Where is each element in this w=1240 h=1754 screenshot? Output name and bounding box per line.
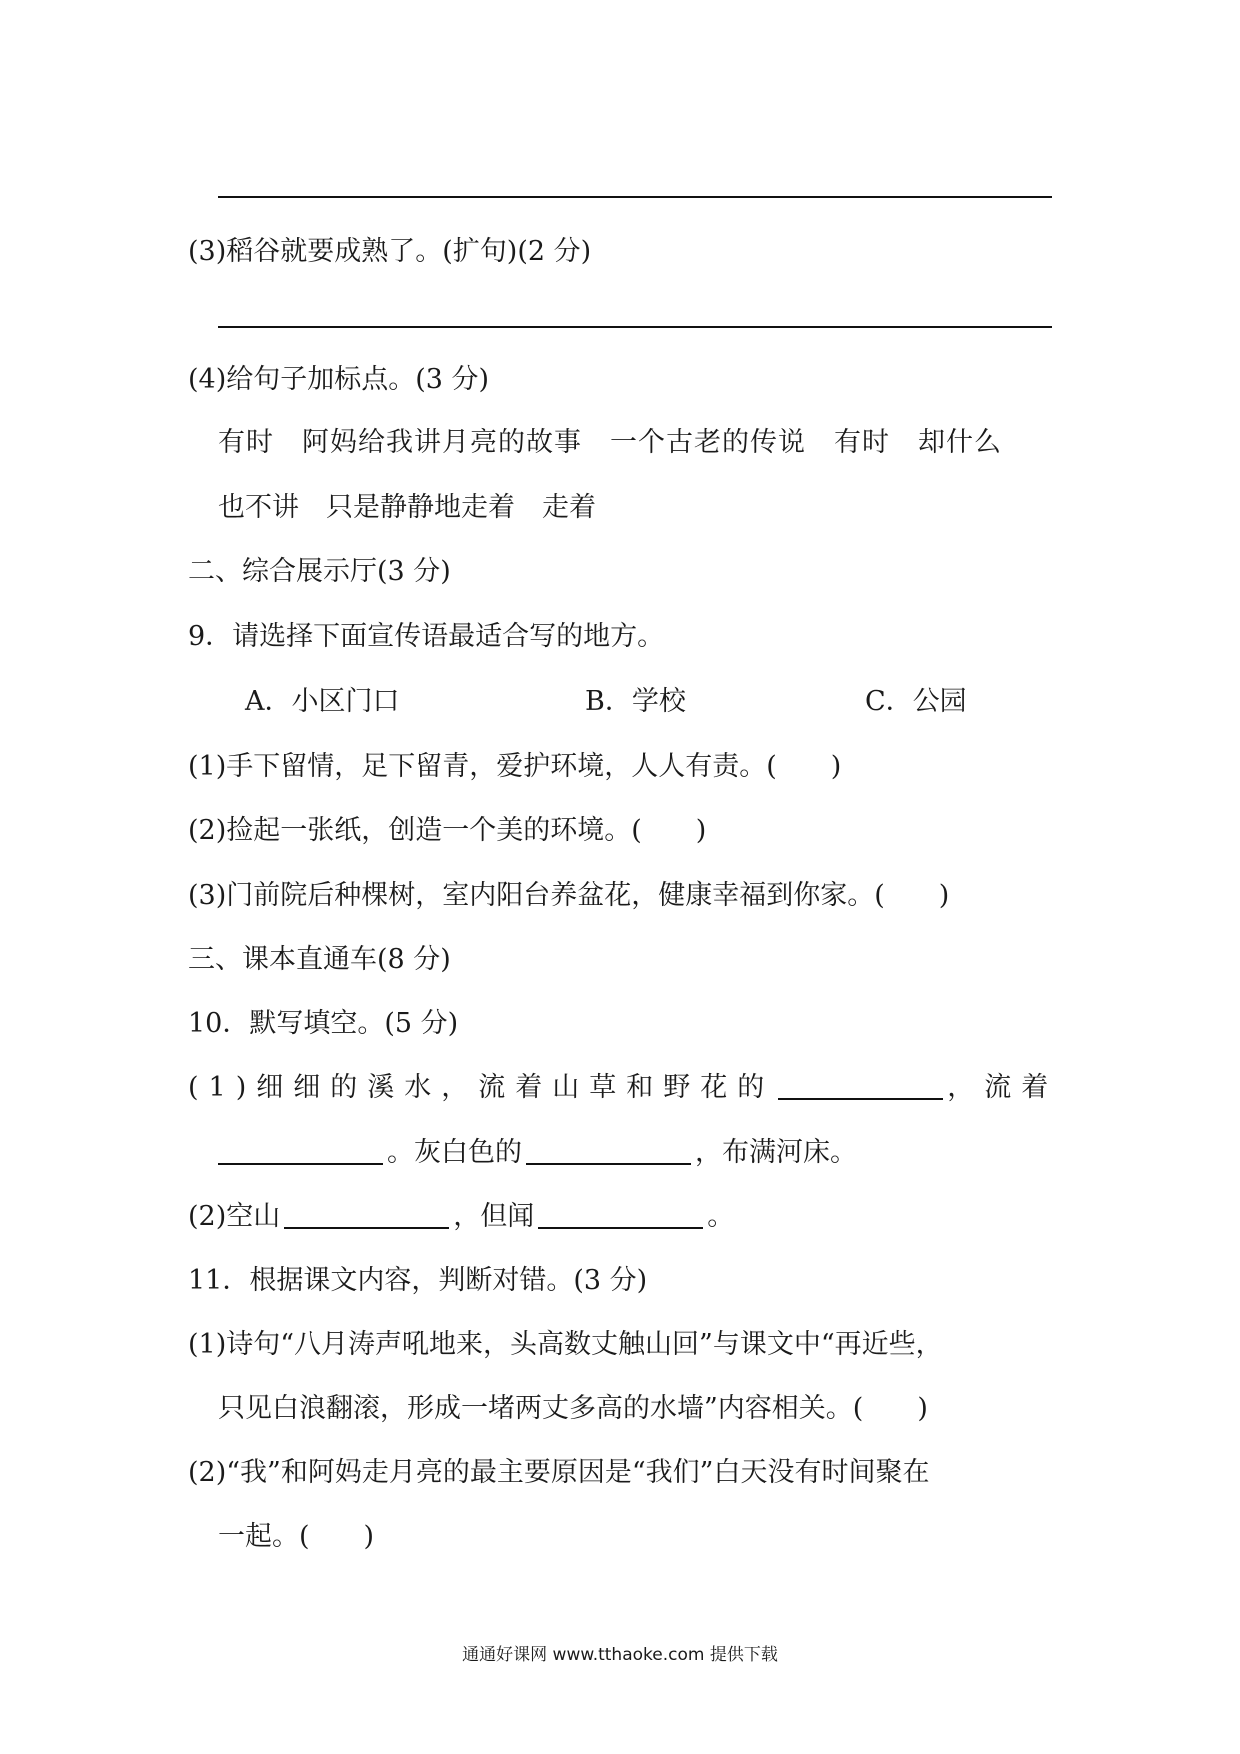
fill-blank[interactable] [538, 1201, 703, 1229]
q10-item1-line2 [218, 1133, 857, 1173]
q10-stem: 10．默写填空。(5 分) [188, 1008, 459, 1039]
option-b: B．学校 [585, 686, 686, 717]
q11-item1-line2: 只见白浪翻滚，形成一堵两丈多高的水墙”内容相关。( ) [218, 1393, 928, 1424]
q10-item2-text-c: 。 [707, 1201, 735, 1232]
fill-blank[interactable] [218, 1137, 383, 1165]
q10-item2-text-a: (2)空山 [188, 1201, 281, 1232]
fill-blank[interactable] [284, 1201, 449, 1229]
q9-item3: (3)门前院后种棵树，室内阳台养盆花，健康幸福到你家。( ) [188, 880, 950, 911]
answer-line [218, 326, 1052, 328]
q10-item1-text-d: ，布满河床。 [695, 1137, 857, 1168]
q10-item2-text-b: ，但闻 [453, 1201, 535, 1232]
option-c: C．公园 [865, 686, 967, 717]
q8-item4-text-line2: 也不讲 只是静静地走着 走着 [218, 492, 596, 523]
fill-blank[interactable] [526, 1137, 691, 1165]
option-a: A．小区门口 [245, 686, 400, 717]
q10-item1-text-c: 。灰白色的 [387, 1137, 522, 1168]
section3-title: 三、课本直通车(8 分) [188, 944, 451, 975]
answer-line [218, 196, 1052, 198]
q9-stem: 9．请选择下面宣传语最适合写的地方。 [188, 621, 665, 652]
q10-item2 [188, 1197, 734, 1237]
q9-item1: (1)手下留情，足下留青，爱护环境，人人有责。( ) [188, 751, 842, 782]
q11-item1-line1: (1)诗句“八月涛声吼地来，头高数丈触山回”与课文中“再近些， [188, 1329, 943, 1360]
q10-item1-text-a: (1)细细的溪水，流着山草和野花的 [188, 1072, 775, 1103]
q9-item2: (2)捡起一张纸，创造一个美的环境。( ) [188, 815, 707, 846]
q11-item2-line2: 一起。( ) [218, 1521, 375, 1552]
section2-title: 二、综合展示厅(3 分) [188, 556, 451, 587]
q11-item2-line1: (2)“我”和阿妈走月亮的最主要原因是“我们”白天没有时间聚在 [188, 1457, 930, 1488]
q11-stem: 11．根据课文内容，判断对错。(3 分) [188, 1265, 648, 1296]
q8-item4: (4)给句子加标点。(3 分) [188, 364, 490, 395]
q8-item4-text-line1: 有时 阿妈给我讲月亮的故事 一个古老的传说 有时 却什么 [218, 427, 1002, 458]
q10-item1-line1 [188, 1068, 1058, 1108]
fill-blank[interactable] [778, 1072, 943, 1100]
footer-credit: 通通好课网 www.tthaoke.com 提供下载 [462, 1645, 778, 1665]
q10-item1-text-b: ，流着 [947, 1072, 1059, 1103]
q8-item3: (3)稻谷就要成熟了。(扩句)(2 分) [188, 236, 592, 267]
